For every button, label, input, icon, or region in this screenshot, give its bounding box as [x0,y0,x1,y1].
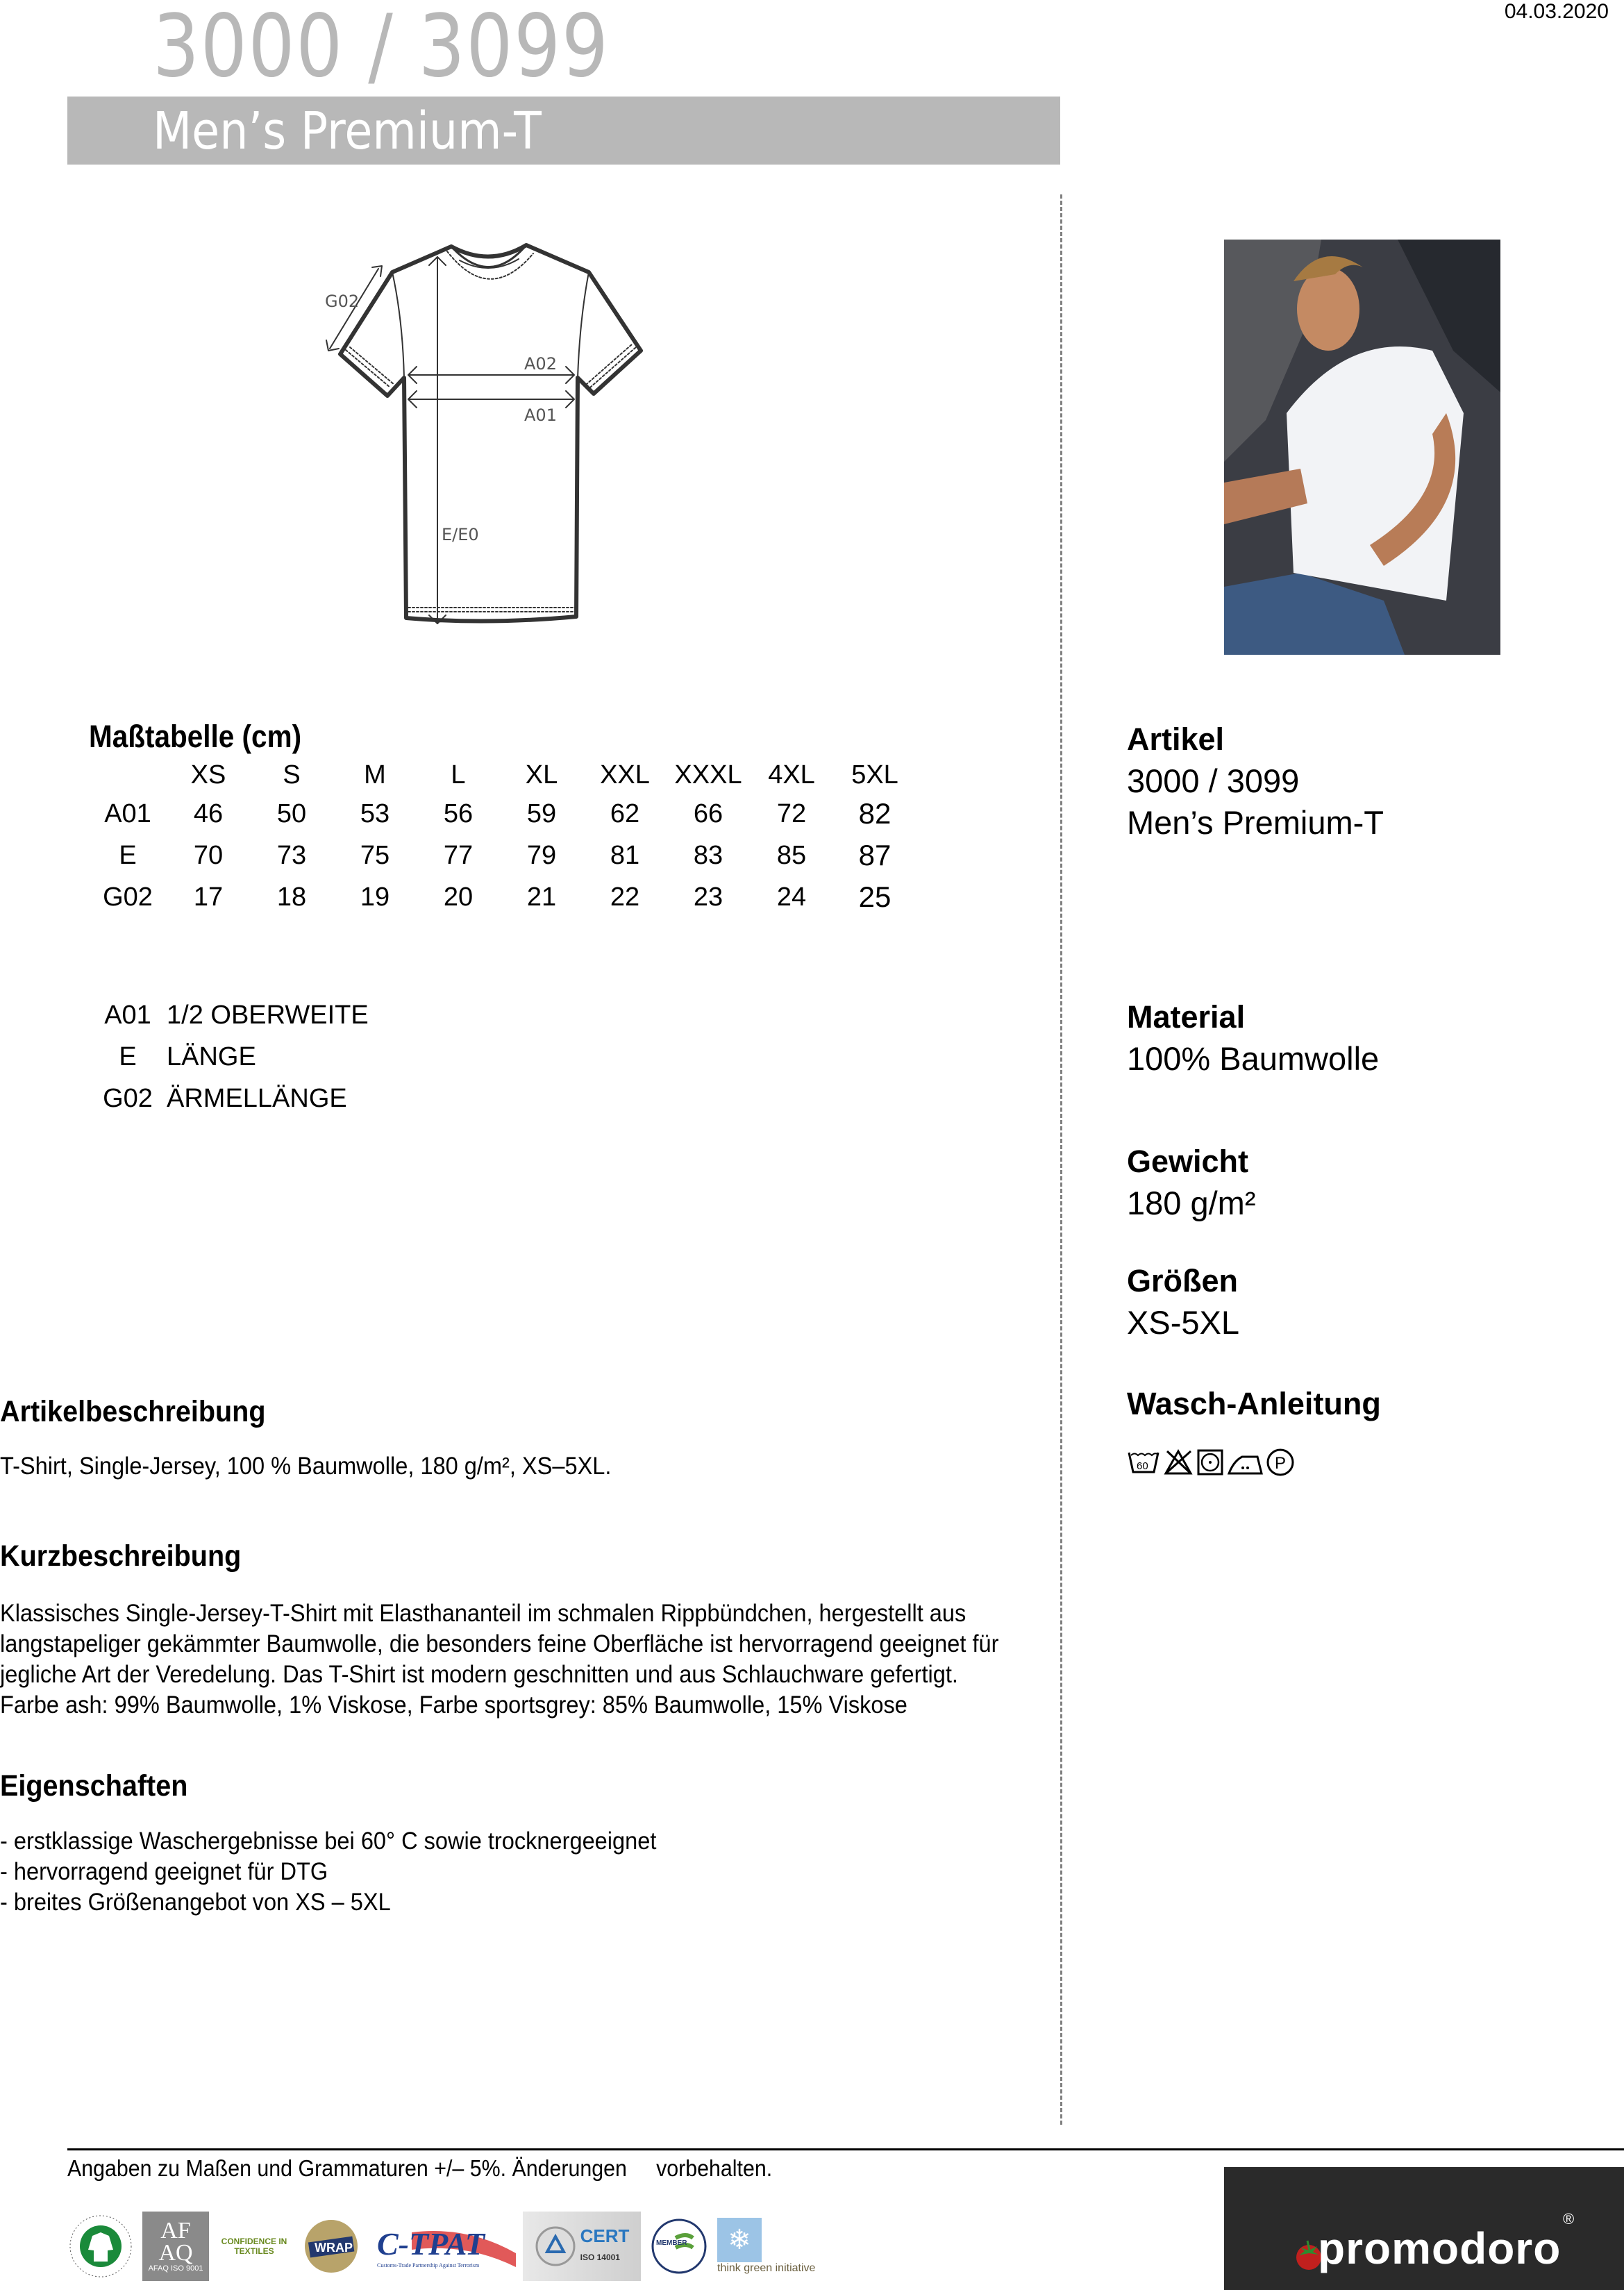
svg-text:MEMBER: MEMBER [656,2239,687,2247]
text-line: Klassisches Single-Jersey-T-Shirt mit Elasthananteil im schmalen Rippbündchen, hergestellt aus [0,1600,966,1627]
product-title: Men’s Premium-T [153,101,542,161]
size-header: 5XL [851,760,898,789]
table-cell: 72 [776,799,807,828]
table-cell: 77 [443,840,474,870]
groessen-value: XS-5XL [1127,1304,1239,1341]
table-cell: 85 [776,840,807,870]
table-cell: 21 [526,882,557,912]
wash-label: Wasch-Anleitung [1127,1386,1381,1421]
material-label: Material [1127,999,1246,1035]
footer-disclaimer: Angaben zu Maßen und Grammaturen +/– 5%. Änderungen vorbehalten. [67,2155,773,2181]
size-header: XXXL [674,760,742,789]
tuv-iso14001-logo-icon: CERT ISO 14001 [523,2212,641,2281]
size-header: XS [190,760,226,789]
row-code: A01 [104,799,151,828]
column-divider [1060,194,1062,2125]
certification-logos [66,2208,828,2284]
iron-medium-icon [1227,1448,1263,1476]
footer-divider [67,2148,1624,2150]
table-cell: 25 [858,880,891,913]
product-photo [1224,240,1500,655]
c-tpat-logo-icon [370,2212,516,2281]
label-g02: G02 [325,292,360,311]
table-cell: 79 [526,840,557,870]
gewicht-label: Gewicht [1127,1144,1249,1179]
legend-item: G02 ÄRMELLÄNGE [103,1084,347,1113]
think-green-initiative-logo-icon: ❄ think green initiative [717,2212,828,2281]
label-a02: A02 [524,354,557,374]
svg-text:WRAP: WRAP [315,2241,353,2255]
wrap-logo-icon [299,2212,363,2281]
text-line: langstapeliger gekämmter Baumwolle, die besonders feine Oberfläche ist hervorragend geeignet für [0,1630,999,1657]
table-cell: 87 [858,839,891,871]
text-line: jegliche Art der Veredelung. Das T-Shirt ist modern geschnitten und aus Schlauchware gefertigt. [0,1661,958,1688]
svg-text:60: 60 [1137,1460,1148,1472]
groessen-label: Größen [1127,1263,1239,1298]
material-value: 100% Baumwolle [1127,1040,1380,1077]
table-cell: 82 [858,797,891,830]
table-cell: 46 [193,799,224,828]
tshirt-measurement-diagram [305,229,778,660]
table-cell: 70 [193,840,224,870]
list-item: - erstklassige Waschergebnisse bei 60° C sowie trocknergeeignet [0,1828,657,1855]
info-wash [1127,1383,1381,1425]
kurzbeschreibung-title: Kurzbeschreibung [0,1539,242,1573]
brand-name: promodoro [1318,2223,1562,2273]
row-code: E [119,840,137,870]
table-cell: 56 [443,799,474,828]
table-cell: 81 [610,840,640,870]
legend-item: A01 1/2 OBERWEITE [104,1001,369,1030]
care-icons [1127,1448,1295,1477]
table-row [89,876,916,918]
gots-logo-icon [66,2212,135,2281]
table-cell: 53 [360,799,390,828]
size-header: XXL [600,760,650,789]
table-cell: 73 [276,840,307,870]
artikel-label: Artikel [1127,721,1225,757]
list-item: - hervorragend geeignet für DTG [0,1858,328,1885]
size-header: M [364,760,386,789]
info-artikel [1127,719,1384,844]
table-cell: 75 [360,840,390,870]
artikel-number: 3000 / 3099 [1127,762,1300,799]
table-cell: 24 [776,882,807,912]
legend-item: E LÄNGE [119,1042,256,1071]
registered-mark: ® [1563,2210,1575,2228]
table-cell: 66 [693,799,723,828]
no-bleach-icon [1163,1448,1194,1476]
info-gewicht [1127,1141,1255,1224]
svg-text:P: P [1275,1454,1287,1473]
table-cell: 18 [276,882,307,912]
table-row [89,835,916,876]
artikelbeschreibung-title: Artikelbeschreibung [0,1395,266,1428]
size-header-row [89,757,916,793]
size-header: L [451,760,466,789]
table-cell: 59 [526,799,557,828]
artikel-name: Men’s Premium-T [1127,804,1384,841]
table-cell: 22 [610,882,640,912]
size-header: S [283,760,301,789]
afaq-iso9001-logo-icon: AF AQ AFAQ ISO 9001 [142,2212,209,2281]
document-date: 04.03.2020 [1504,0,1609,23]
table-row [89,793,916,835]
size-header: XL [525,760,558,789]
label-e-e0: E/E0 [442,525,479,544]
measurement-legend [89,994,369,1119]
table-cell: 83 [693,840,723,870]
kurzbeschreibung-text [0,1598,998,1721]
textile-exchange-member-logo-icon [648,2212,710,2281]
svg-text:C-TPAT: C-TPAT [377,2226,485,2262]
size-table-title: Maßtabelle (cm) [89,719,302,754]
brand-logo-panel [1224,2167,1624,2290]
table-cell: 50 [276,799,307,828]
artikelbeschreibung-text: T-Shirt, Single-Jersey, 100 % Baumwolle, 180 g/m², XS–5XL. [0,1453,612,1480]
row-code: G02 [103,882,153,912]
eigenschaften-list [0,1826,656,1918]
size-header: 4XL [768,760,815,789]
article-number-heading: 3000 / 3099 [153,0,610,97]
confidence-in-textiles-logo-icon: CONFIDENCE IN TEXTILES [221,2237,287,2256]
label-a01: A01 [524,406,557,425]
wash-60-icon [1127,1448,1160,1476]
svg-text:Customs-Trade Partnership Agai: Customs-Trade Partnership Against Terrorism [377,2262,480,2268]
eigenschaften-title: Eigenschaften [0,1769,188,1803]
tumble-dry-icon [1196,1448,1224,1476]
size-table [89,757,916,918]
list-item: - breites Größenangebot von XS – 5XL [0,1889,391,1916]
table-cell: 20 [443,882,474,912]
info-material [1127,996,1379,1080]
table-cell: 19 [360,882,390,912]
model-photo-illustration [1224,240,1500,655]
info-groessen [1127,1260,1239,1344]
gewicht-value: 180 g/m² [1127,1185,1256,1221]
product-title-bar [67,97,1060,165]
dry-clean-p-icon [1266,1448,1295,1477]
table-cell: 23 [693,882,723,912]
text-line: Farbe ash: 99% Baumwolle, 1% Viskose, Farbe sportsgrey: 85% Baumwolle, 15% Viskose [0,1691,907,1719]
table-cell: 62 [610,799,640,828]
table-cell: 17 [193,882,224,912]
